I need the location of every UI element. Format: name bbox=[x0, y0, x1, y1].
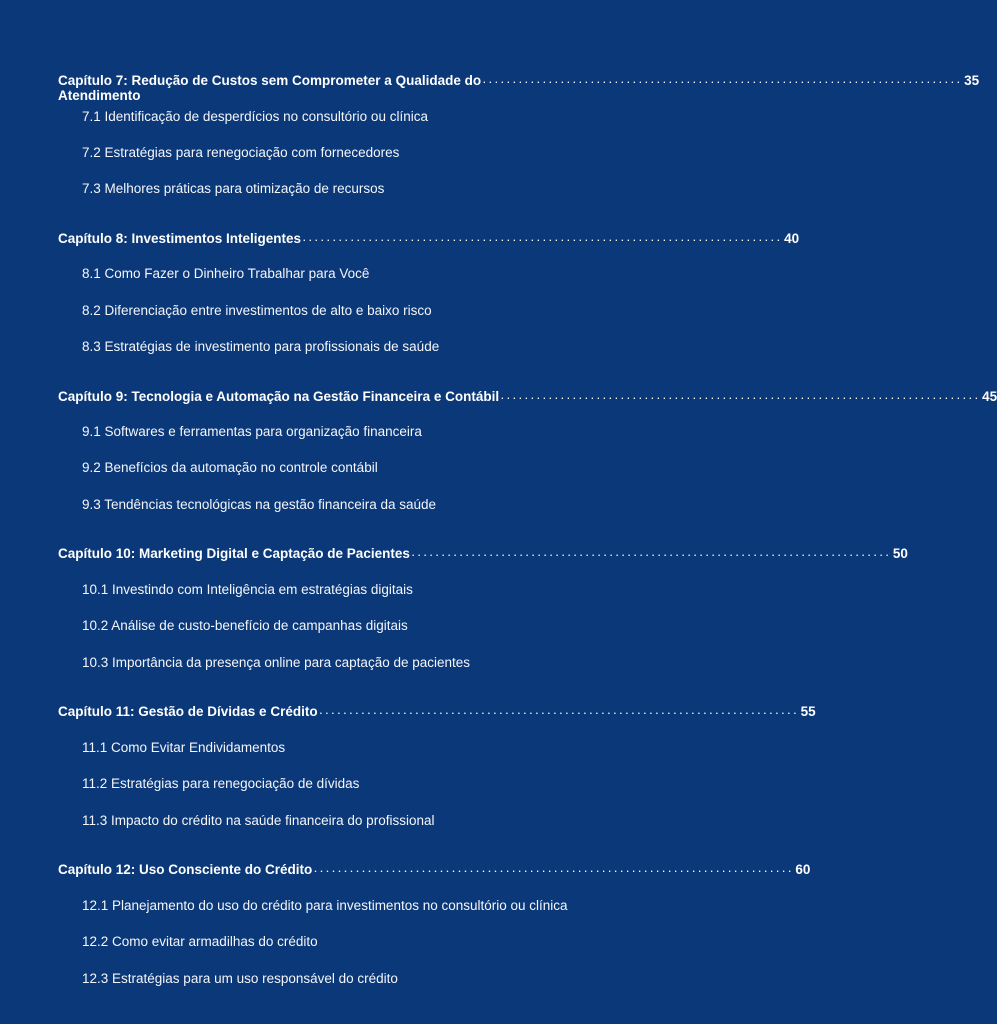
page-number: 60 bbox=[795, 862, 811, 877]
toc-chapter-7[interactable] bbox=[58, 73, 980, 103]
toc-chapter-11[interactable] bbox=[58, 704, 816, 719]
toc-section[interactable]: 11.1 Como Evitar Endividamentos bbox=[82, 740, 286, 755]
toc-chapter-12[interactable] bbox=[58, 862, 811, 877]
chapter-title: Capítulo 7: Redução de Custos sem Comprometer a Qualidade do bbox=[58, 73, 482, 88]
chapter-title-continuation: Atendimento bbox=[58, 88, 141, 103]
toc-chapter-9[interactable] bbox=[58, 389, 997, 404]
toc-section[interactable]: 11.2 Estratégias para renegociação de dívidas bbox=[82, 776, 360, 791]
dot-leader: . . . . . . . . . . . . . . . . . . . . . . . . . . . . . . . . . . . . . . . . . . . . . . . . . . . . . . . . . . . . . . . . . . . . . . . . . . . . . . . . bbox=[501, 391, 979, 401]
toc-section[interactable]: 10.2 Análise de custo-benefício de campanhas digitais bbox=[82, 618, 408, 633]
page-number: 45 bbox=[982, 389, 997, 404]
toc-section[interactable]: 12.3 Estratégias para um uso responsável do crédito bbox=[82, 971, 398, 986]
chapter-title: Capítulo 11: Gestão de Dívidas e Crédito bbox=[58, 704, 318, 719]
toc-chapter-8[interactable] bbox=[58, 231, 800, 246]
toc-section[interactable]: 10.3 Importância da presença online para captação de pacientes bbox=[82, 655, 471, 670]
dot-leader: . . . . . . . . . . . . . . . . . . . . . . . . . . . . . . . . . . . . . . . . . . . . . . . . . . . . . . . . . . . . . . . . . . . . . . . . . . . . . . . . bbox=[319, 706, 797, 716]
chapter-title: Capítulo 12: Uso Consciente do Crédito bbox=[58, 862, 313, 877]
page-number: 50 bbox=[892, 546, 908, 561]
page-number: 55 bbox=[800, 704, 816, 719]
chapter-title: Capítulo 9: Tecnologia e Automação na Gestão Financeira e Contábil bbox=[58, 389, 500, 404]
toc-section[interactable]: 9.2 Benefícios da automação no controle contábil bbox=[82, 460, 378, 475]
toc-section[interactable]: 7.3 Melhores práticas para otimização de recursos bbox=[82, 181, 385, 196]
toc-section[interactable]: 7.1 Identificação de desperdícios no consultório ou clínica bbox=[82, 109, 428, 124]
toc-section[interactable]: 8.3 Estratégias de investimento para profissionais de saúde bbox=[82, 339, 440, 354]
page-number: 40 bbox=[784, 231, 800, 246]
toc-section[interactable]: 8.1 Como Fazer o Dinheiro Trabalhar para Você bbox=[82, 266, 370, 281]
page-number: 35 bbox=[964, 73, 980, 88]
toc-section[interactable]: 10.1 Investindo com Inteligência em estratégias digitais bbox=[82, 582, 413, 597]
dot-leader: . . . . . . . . . . . . . . . . . . . . . . . . . . . . . . . . . . . . . . . . . . . . . . . . . . . . . . . . . . . . . . . . . . . . . . . . . . . . . . . . bbox=[314, 864, 792, 874]
toc-section[interactable]: 7.2 Estratégias para renegociação com fornecedores bbox=[82, 145, 400, 160]
chapter-title: Capítulo 8: Investimentos Inteligentes bbox=[58, 231, 302, 246]
toc-section[interactable]: 9.1 Softwares e ferramentas para organização financeira bbox=[82, 424, 422, 439]
toc-section[interactable]: 8.2 Diferenciação entre investimentos de alto e baixo risco bbox=[82, 303, 432, 318]
dot-leader: . . . . . . . . . . . . . . . . . . . . . . . . . . . . . . . . . . . . . . . . . . . . . . . . . . . . . . . . . . . . . . . . . . . . . . . . . . . . . . . . bbox=[483, 75, 961, 85]
chapter-title: Capítulo 10: Marketing Digital e Captação de Pacientes bbox=[58, 546, 410, 561]
dot-leader: . . . . . . . . . . . . . . . . . . . . . . . . . . . . . . . . . . . . . . . . . . . . . . . . . . . . . . . . . . . . . . . . . . . . . . . . . . . . . . . . bbox=[303, 233, 781, 243]
dot-leader: . . . . . . . . . . . . . . . . . . . . . . . . . . . . . . . . . . . . . . . . . . . . . . . . . . . . . . . . . . . . . . . . . . . . . . . . . . . . . . . . bbox=[411, 548, 889, 558]
toc-section[interactable]: 11.3 Impacto do crédito na saúde financeira do profissional bbox=[82, 813, 435, 828]
toc-section[interactable]: 12.1 Planejamento do uso do crédito para investimentos no consultório ou clínica bbox=[82, 898, 568, 913]
toc-section[interactable]: 9.3 Tendências tecnológicas na gestão financeira da saúde bbox=[82, 497, 437, 512]
toc-chapter-10[interactable] bbox=[58, 546, 908, 561]
toc-section[interactable]: 12.2 Como evitar armadilhas do crédito bbox=[82, 934, 318, 949]
